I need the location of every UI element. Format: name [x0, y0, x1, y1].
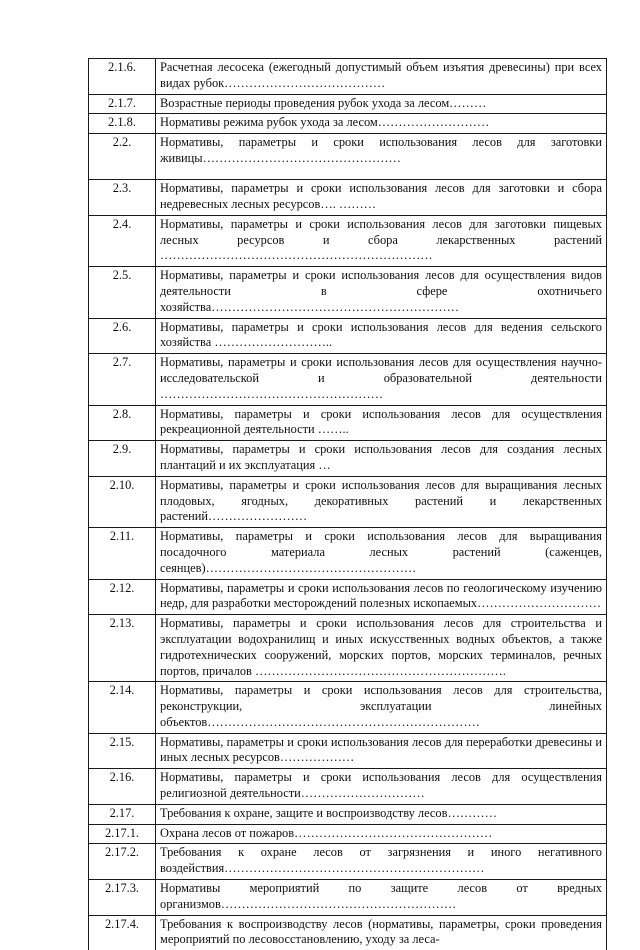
table-row: [89, 769, 607, 805]
row-number: 2.1.8.: [89, 114, 156, 134]
row-number: 2.1.7.: [89, 94, 156, 114]
row-text: Нормативы, параметры и сроки использования лесов для ведения сельского хозяйства ………………………..: [156, 318, 607, 354]
row-number: 2.5.: [89, 267, 156, 318]
row-number: 2.17.4.: [89, 915, 156, 950]
table-row: [89, 354, 607, 405]
row-number: 2.17.3.: [89, 880, 156, 916]
row-number: 2.9.: [89, 441, 156, 477]
row-text: Нормативы, параметры и сроки использования лесов для осуществления рекреационной деятельности ……..: [156, 405, 607, 441]
row-text: Нормативы, параметры и сроки использования лесов для заготовки пищевых лесных ресурсов и сбора лекарственных растений …………………………………………………………: [156, 215, 607, 266]
row-number: 2.17.2.: [89, 844, 156, 880]
row-text: Нормативы, параметры и сроки использования лесов для осуществления научно-исследовательской и образовательной деятельности ………………………………………………: [156, 354, 607, 405]
row-text: Требования к охране лесов от загрязнения и иного негативного воздействия………………………………………………………: [156, 844, 607, 880]
table-row: [89, 733, 607, 769]
table-row: [89, 114, 607, 134]
table-row: [89, 804, 607, 824]
table-row: [89, 615, 607, 682]
row-text: Нормативы, параметры и сроки использования лесов для осуществления религиозной деятельности…………………………: [156, 769, 607, 805]
row-text: Требования к воспроизводству лесов (нормативы, параметры, сроки проведения мероприятий по лесовосстановлению, уходу за леса-: [156, 915, 607, 950]
row-number: 2.16.: [89, 769, 156, 805]
row-number: 2.13.: [89, 615, 156, 682]
table-row: [89, 915, 607, 950]
row-text: Охрана лесов от пожаров…………………………………………: [156, 824, 607, 844]
row-number: 2.12.: [89, 579, 156, 615]
table-row: [89, 59, 607, 95]
row-number: 2.6.: [89, 318, 156, 354]
row-text: Нормативы, параметры и сроки использования лесов по геологическому изучению недр, для разработки месторождений полезных ископаемых…………………………: [156, 579, 607, 615]
row-text: Нормативы мероприятий по защите лесов от вредных организмов…………………………………………………: [156, 880, 607, 916]
row-number: 2.3.: [89, 180, 156, 216]
table-row: [89, 318, 607, 354]
contents-table: [88, 58, 607, 950]
table-row: [89, 267, 607, 318]
row-text: Возрастные периоды проведения рубок ухода за лесом………: [156, 94, 607, 114]
row-text: Нормативы, параметры и сроки использования лесов для строительства и эксплуатации водохранилищ и иных искусственных водных объектов, а также гидротехнических сооружений, морских портов, морских терминалов, речных портов, причалов …………………………………………………….: [156, 615, 607, 682]
row-text: Нормативы, параметры и сроки использования лесов для строительства, реконструкции, эксплуатации линейных объектов…………………………………………………………: [156, 682, 607, 733]
table-row: [89, 579, 607, 615]
row-text: Нормативы, параметры и сроки использования лесов для осуществления видов деятельности в сфере охотничьего хозяйства……………………………………………………: [156, 267, 607, 318]
row-text: Расчетная лесосека (ежегодный допустимый объем изъятия древесины) при всех видах рубок…………………………………: [156, 59, 607, 95]
row-number: 2.15.: [89, 733, 156, 769]
table-row: [89, 215, 607, 266]
row-number: 2.14.: [89, 682, 156, 733]
table-row: [89, 824, 607, 844]
row-number: 2.17.: [89, 804, 156, 824]
table-row: [89, 441, 607, 477]
row-text: Нормативы, параметры и сроки использования лесов для выращивания лесных плодовых, ягодных, декоративных растений и лекарственных растений……………………: [156, 476, 607, 527]
table-row: [89, 94, 607, 114]
table-row: [89, 528, 607, 579]
row-number: 2.4.: [89, 215, 156, 266]
row-number: 2.2.: [89, 134, 156, 180]
row-number: 2.7.: [89, 354, 156, 405]
row-number: 2.1.6.: [89, 59, 156, 95]
row-number: 2.17.1.: [89, 824, 156, 844]
table-row: [89, 180, 607, 216]
table-row: [89, 134, 607, 180]
row-text: Требования к охране, защите и воспроизводству лесов…………: [156, 804, 607, 824]
row-text: Нормативы режима рубок ухода за лесом………………………: [156, 114, 607, 134]
document-page: [88, 58, 607, 950]
table-row: [89, 405, 607, 441]
row-number: 2.10.: [89, 476, 156, 527]
row-number: 2.8.: [89, 405, 156, 441]
table-row: [89, 682, 607, 733]
row-text: Нормативы, параметры и сроки использования лесов для заготовки и сбора недревесных лесных ресурсов…. ………: [156, 180, 607, 216]
row-text: Нормативы, параметры и сроки использования лесов для создания лесных плантаций и их эксплуатация …: [156, 441, 607, 477]
row-text: Нормативы, параметры и сроки использования лесов для выращивания посадочного материала лесных растений (саженцев, сеянцев)……………………………………………: [156, 528, 607, 579]
table-row: [89, 844, 607, 880]
row-text: Нормативы, параметры и сроки использования лесов для заготовки живицы…………………………………………: [156, 134, 607, 180]
row-number: 2.11.: [89, 528, 156, 579]
table-row: [89, 880, 607, 916]
table-row: [89, 476, 607, 527]
row-text: Нормативы, параметры и сроки использования лесов для переработки древесины и иных лесных ресурсов………………: [156, 733, 607, 769]
